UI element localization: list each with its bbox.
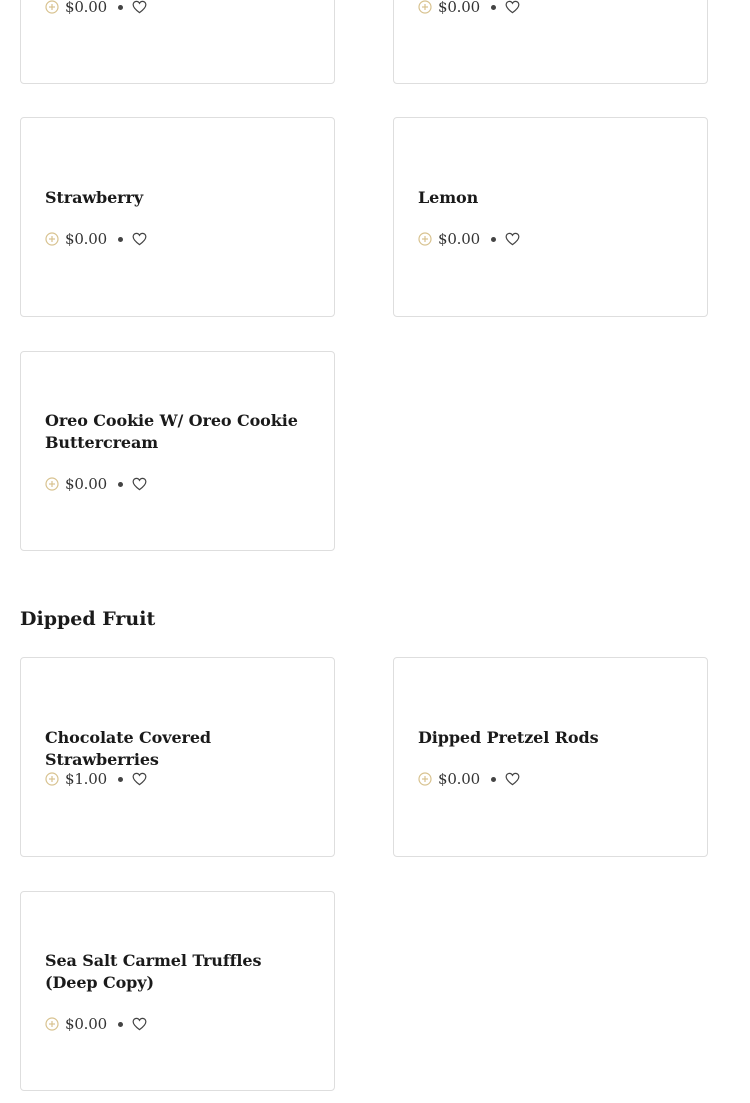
item-meta — [418, 0, 520, 17]
separator-dot — [118, 237, 123, 242]
heart-icon[interactable] — [132, 772, 147, 786]
item-price: $0.00 — [438, 770, 480, 788]
menu-item-card[interactable] — [20, 117, 335, 317]
item-price: $0.00 — [65, 230, 107, 248]
separator-dot — [118, 1022, 123, 1027]
item-name: Strawberry — [45, 188, 144, 207]
plus-circle-icon[interactable] — [45, 232, 59, 246]
plus-circle-icon[interactable] — [418, 232, 432, 246]
separator-dot — [118, 5, 123, 10]
item-meta — [45, 0, 147, 17]
plus-circle-icon[interactable] — [45, 772, 59, 786]
item-meta — [45, 229, 147, 249]
item-price: $0.00 — [65, 1015, 107, 1033]
menu-item-card[interactable] — [393, 0, 708, 84]
item-name: Dipped Pretzel Rods — [418, 728, 599, 747]
item-meta — [418, 769, 520, 789]
plus-circle-icon[interactable] — [45, 477, 59, 491]
menu-item-card[interactable] — [393, 657, 708, 857]
separator-dot — [491, 5, 496, 10]
separator-dot — [491, 237, 496, 242]
menu-item-card[interactable] — [20, 351, 335, 551]
heart-icon[interactable] — [132, 232, 147, 246]
menu-item-card[interactable] — [20, 891, 335, 1091]
heart-icon[interactable] — [132, 0, 147, 14]
heart-icon[interactable] — [132, 477, 147, 491]
item-name: Chocolate Covered Strawberries — [45, 728, 212, 769]
item-name: Sea Salt Carmel Truffles (Deep Copy) — [45, 951, 262, 992]
item-price: $0.00 — [65, 475, 107, 493]
plus-circle-icon[interactable] — [45, 0, 59, 14]
separator-dot — [118, 482, 123, 487]
separator-dot — [118, 777, 123, 782]
item-price: $0.00 — [438, 0, 480, 16]
item-name: Lemon — [418, 188, 479, 207]
item-price: $0.00 — [438, 230, 480, 248]
plus-circle-icon[interactable] — [418, 0, 432, 14]
heart-icon[interactable] — [505, 0, 520, 14]
menu-item-card[interactable] — [20, 0, 335, 84]
item-meta — [418, 229, 520, 249]
heart-icon[interactable] — [505, 232, 520, 246]
menu-item-card[interactable] — [393, 117, 708, 317]
item-name: Oreo Cookie W/ Oreo Cookie Buttercream — [45, 411, 298, 452]
item-meta — [45, 474, 147, 494]
heart-icon[interactable] — [132, 1017, 147, 1031]
separator-dot — [491, 777, 496, 782]
item-price: $1.00 — [65, 770, 107, 788]
plus-circle-icon[interactable] — [45, 1017, 59, 1031]
item-meta — [45, 769, 147, 789]
plus-circle-icon[interactable] — [418, 772, 432, 786]
item-meta — [45, 1014, 147, 1034]
item-price: $0.00 — [65, 0, 107, 16]
menu-item-card[interactable] — [20, 657, 335, 857]
heart-icon[interactable] — [505, 772, 520, 786]
section-title: Dipped Fruit — [20, 608, 156, 630]
